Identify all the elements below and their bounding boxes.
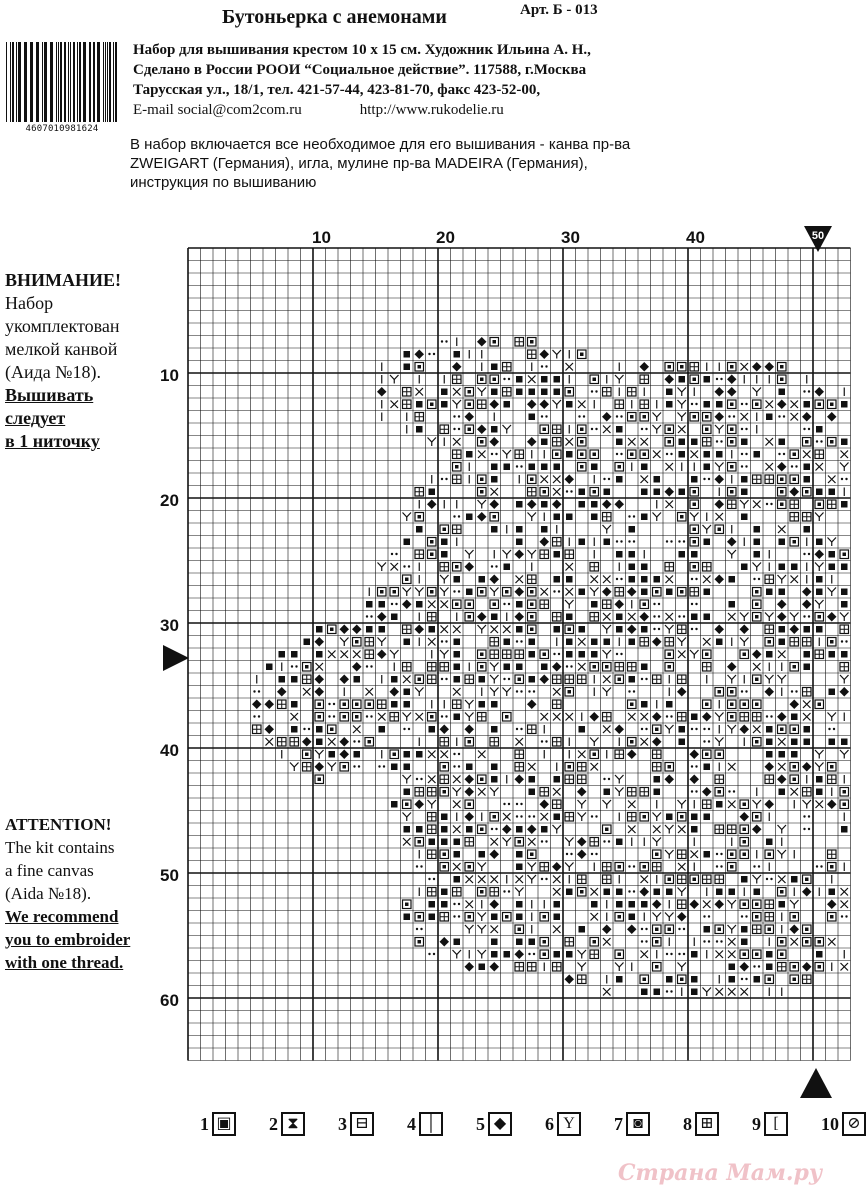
column-label: 40 — [686, 228, 705, 247]
legend-number: 8 — [683, 1113, 692, 1134]
row-label: 40 — [160, 741, 179, 760]
kit-line-2: ZWEIGART (Германия), игла, мулине пр-ва MADEIRA (Германия), — [130, 155, 588, 172]
center-column-marker-bottom — [800, 1068, 832, 1098]
warning-emphasis: в 1 ниточку — [5, 431, 100, 451]
legend-symbol-icon: ▣ — [212, 1112, 236, 1136]
barcode-image — [6, 42, 118, 122]
legend-symbol-icon: ⊟ — [350, 1112, 374, 1136]
email-link[interactable]: E-mail social@com2com.ru — [133, 102, 302, 118]
center-row-marker — [163, 645, 189, 671]
legend-symbol-icon: Y — [557, 1112, 581, 1136]
kit-line-1: В набор включается все необходимое для его вышивания - канва пр-ва — [130, 136, 631, 153]
warning-text: The kit contains — [5, 838, 115, 857]
watermark: Страна Мам.ру — [618, 1160, 823, 1186]
row-label: 10 — [160, 366, 179, 385]
legend-item — [200, 1112, 236, 1136]
warning-text: Набор — [5, 293, 54, 313]
row-label: 30 — [160, 616, 179, 635]
legend-item — [338, 1112, 374, 1136]
cross-stitch-chart — [188, 248, 851, 1064]
legend-number: 3 — [338, 1113, 347, 1134]
column-label: 10 — [312, 228, 331, 247]
row-label: 50 — [160, 866, 179, 885]
warning-english — [5, 813, 155, 974]
legend-number: 9 — [752, 1113, 761, 1134]
info-line-1: Набор для вышивания крестом 10 х 15 см. Художник Ильина А. Н., — [133, 42, 591, 58]
warning-heading: ATTENTION! — [5, 815, 112, 834]
article-number: Арт. Б - 013 — [520, 2, 598, 18]
warning-emphasis: следует — [5, 408, 66, 428]
warning-text: (Aida №18). — [5, 884, 92, 903]
column-label: 30 — [561, 228, 580, 247]
warning-heading: ВНИМАНИЕ! — [5, 270, 121, 290]
legend-symbol-icon: ⊞ — [695, 1112, 719, 1136]
kit-line-3: инструкция по вышиванию — [130, 174, 317, 191]
warning-text: a fine canvas — [5, 861, 94, 880]
legend-number: 2 — [269, 1113, 278, 1134]
legend-symbol-icon: ⊘ — [842, 1112, 866, 1136]
warning-text: укомплектован — [5, 316, 120, 336]
legend-item — [821, 1112, 866, 1136]
legend-number: 7 — [614, 1113, 623, 1134]
legend-item — [407, 1112, 443, 1136]
legend-symbol-icon: [ — [764, 1112, 788, 1136]
info-line-2: Сделано в России РООИ “Социальное действие”. 117588, г.Москва — [133, 62, 587, 78]
legend-number: 4 — [407, 1113, 416, 1134]
legend-number: 6 — [545, 1113, 554, 1134]
info-line-3: Тарусская ул., 18/1, тел. 421-57-44, 423-81-70, факс 423-52-00, — [133, 82, 541, 98]
legend-item — [752, 1112, 788, 1136]
legend-item — [476, 1112, 512, 1136]
legend-number: 1 — [200, 1113, 209, 1134]
warning-text: (Аида №18). — [5, 362, 101, 382]
warning-emphasis: Вышивать — [5, 385, 94, 405]
legend-symbol-icon: ◆ — [488, 1112, 512, 1136]
legend-item — [683, 1112, 719, 1136]
legend-number: 5 — [476, 1113, 485, 1134]
website-link[interactable]: http://www.rukodelie.ru — [359, 102, 504, 118]
warning-emphasis: We recommend — [5, 907, 119, 926]
legend-symbol-icon: ⧗ — [281, 1112, 305, 1136]
legend-item — [545, 1112, 581, 1136]
legend-number: 10 — [821, 1113, 839, 1134]
warning-emphasis: you to embroider — [5, 930, 131, 949]
kit-contents — [130, 135, 830, 192]
legend-symbol-icon: ◙ — [626, 1112, 650, 1136]
symbol-legend — [200, 1112, 861, 1148]
contact-row — [133, 100, 833, 120]
legend-item — [614, 1112, 650, 1136]
page-title: Бутоньерка с анемонами — [222, 6, 447, 28]
barcode-digits: 4607010981624 — [25, 124, 99, 134]
center-column-label: 50 — [811, 230, 825, 242]
kit-info — [133, 40, 833, 120]
row-label: 60 — [160, 991, 179, 1010]
column-label: 20 — [436, 228, 455, 247]
row-label: 20 — [160, 491, 179, 510]
warning-emphasis: with one thread. — [5, 953, 124, 972]
warning-text: мелкой канвой — [5, 339, 118, 359]
legend-symbol-icon: │ — [419, 1112, 443, 1136]
legend-item — [269, 1112, 305, 1136]
warning-russian — [5, 269, 155, 453]
